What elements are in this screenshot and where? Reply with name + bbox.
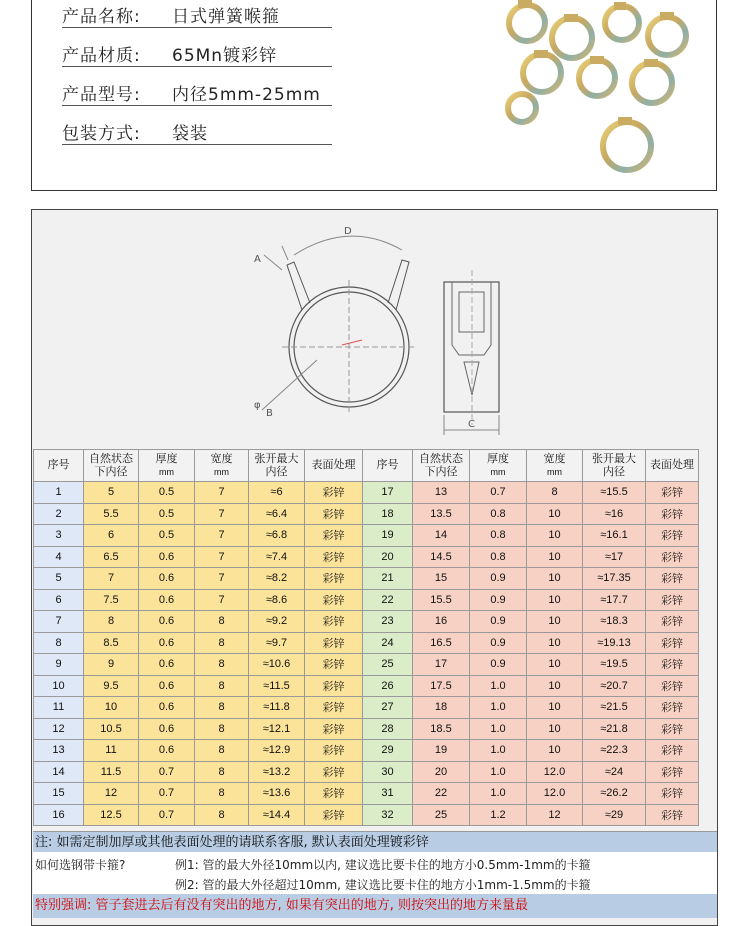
table-cell: 9.5 [84,675,139,697]
column-header [363,450,413,482]
column-header [139,450,195,482]
column-header-text: mm [490,466,506,477]
table-cell: 10 [527,675,583,697]
table-cell: 5 [34,568,84,590]
table-cell: ≈11.5 [249,675,305,697]
table-cell: 5 [84,482,139,504]
table-cell: ≈10.6 [249,654,305,676]
table-cell: 0.6 [139,718,195,740]
column-header [195,450,249,482]
column-header-text: 厚度 [155,452,178,465]
info-row-name [62,2,280,27]
table-cell: 29 [363,740,413,762]
table-cell: ≈14.4 [249,804,305,826]
table-cell: 彩锌 [646,611,699,633]
table-cell: 19 [363,525,413,547]
table-cell: 17 [413,654,470,676]
column-header-text: 下内径 [94,465,128,478]
table-cell: 1.0 [470,740,527,762]
table-cell: 14 [413,525,470,547]
table-cell: ≈9.2 [249,611,305,633]
info-value: 日式弹簧喉箍 [172,7,280,27]
table-row [34,675,699,697]
table-cell: ≈12.9 [249,740,305,762]
table-cell: 1.0 [470,697,527,719]
table-cell: 彩锌 [646,503,699,525]
column-header [527,450,583,482]
dim-label-c: C [468,419,475,430]
table-cell: 彩锌 [646,482,699,504]
table-cell: 彩锌 [646,675,699,697]
column-header-text: 自然状态 [419,452,463,465]
table-cell: 16 [413,611,470,633]
table-cell: 彩锌 [646,632,699,654]
spec-table [33,449,699,826]
table-cell: 7 [195,568,249,590]
table-cell: 0.6 [139,697,195,719]
table-cell: 7 [195,482,249,504]
table-cell: 7 [195,589,249,611]
table-cell: ≈13.2 [249,761,305,783]
table-cell: 0.7 [139,761,195,783]
table-cell: 彩锌 [646,740,699,762]
table-cell: 19 [413,740,470,762]
table-cell: 16 [34,804,84,826]
table-cell: ≈7.4 [249,546,305,568]
guide-example-2: 例2: 管的最大外径超过10mm, 建议选比要卡住的地方小1mm-1.5mm的卡箍 [175,878,591,892]
table-cell: ≈8.6 [249,589,305,611]
table-cell: 8 [195,632,249,654]
table-cell: 1.0 [470,718,527,740]
table-row [34,482,699,504]
table-cell: ≈19.5 [583,654,646,676]
column-header-text: 内径 [603,465,625,478]
column-header-text: 自然状态 [89,452,133,465]
custom-note: 注: 如需定制加厚或其他表面处理的请联系客服, 默认表面处理镀彩锌 [33,831,717,852]
table-cell: 7 [195,503,249,525]
table-cell: 13 [34,740,84,762]
divider [62,27,332,28]
table-cell: 1.2 [470,804,527,826]
table-cell: 8 [195,740,249,762]
table-cell: 10 [527,546,583,568]
table-cell: 9 [34,654,84,676]
table-cell: 10 [527,632,583,654]
guide-question: 如何选钢带卡箍? [35,858,126,872]
table-cell: ≈16 [583,503,646,525]
table-row [34,503,699,525]
info-label: 产品名称: [62,7,141,27]
table-cell: 25 [413,804,470,826]
table-cell: 14.5 [413,546,470,568]
table-cell: 10 [527,654,583,676]
table-cell: 0.9 [470,589,527,611]
table-row [34,783,699,805]
column-header-text: mm [214,466,229,477]
table-row [34,804,699,826]
table-cell: ≈16.1 [583,525,646,547]
warning-note: 特别强调: 管子套进去后有没有突出的地方, 如果有突出的地方, 则按突出的地方来量最 [33,894,717,918]
table-cell: 18 [363,503,413,525]
column-header [413,450,470,482]
table-cell: 7.5 [84,589,139,611]
table-cell: 彩锌 [305,675,363,697]
table-cell: 0.5 [139,525,195,547]
table-cell: 10.5 [84,718,139,740]
column-header-text: 表面处理 [311,459,356,471]
table-cell: ≈17.7 [583,589,646,611]
table-cell: 5.5 [84,503,139,525]
table-cell: 彩锌 [305,654,363,676]
table-cell: 14 [34,761,84,783]
table-cell: 10 [527,740,583,762]
guide-example-1: 例1: 管的最大外径10mm以内, 建议选比要卡住的地方小0.5mm-1mm的卡箍 [175,858,591,872]
table-cell: 10 [527,697,583,719]
table-cell: 2 [34,503,84,525]
table-cell: 8 [195,718,249,740]
table-cell: 1.0 [470,675,527,697]
table-cell: 0.6 [139,632,195,654]
table-row [34,611,699,633]
table-cell: 0.9 [470,568,527,590]
table-cell: 10 [84,697,139,719]
dim-label-a: A [254,254,261,265]
table-cell: 彩锌 [646,804,699,826]
table-cell: 8 [34,632,84,654]
info-row-model [62,80,321,105]
column-header-text: mm [547,466,562,477]
table-cell: 8 [195,654,249,676]
table-cell: 15 [413,568,470,590]
table-cell: ≈9.7 [249,632,305,654]
table-cell: 10 [527,503,583,525]
info-label: 产品型号: [62,85,141,105]
table-cell: 彩锌 [646,525,699,547]
table-cell: 彩锌 [646,718,699,740]
table-cell: 6.5 [84,546,139,568]
table-cell: 0.6 [139,740,195,762]
table-cell: 0.5 [139,503,195,525]
product-photo [482,0,712,186]
info-value: 袋装 [172,124,208,144]
table-cell: ≈13.6 [249,783,305,805]
table-cell: 31 [363,783,413,805]
table-row [34,525,699,547]
table-cell: 22 [413,783,470,805]
table-cell: 彩锌 [646,783,699,805]
table-cell: ≈12.1 [249,718,305,740]
column-header-text: mm [159,466,174,477]
column-header-text: 序号 [376,459,399,471]
table-cell: 11.5 [84,761,139,783]
table-cell: 11 [84,740,139,762]
column-header-text: 厚度 [487,452,509,465]
table-cell: 0.7 [139,804,195,826]
table-cell: 彩锌 [305,718,363,740]
table-cell: 3 [34,525,84,547]
table-cell: 15.5 [413,589,470,611]
table-cell: ≈20.7 [583,675,646,697]
table-cell: 0.6 [139,654,195,676]
column-header-text: 下内径 [424,465,458,478]
info-label: 包装方式: [62,124,141,144]
table-cell: ≈19.13 [583,632,646,654]
table-cell: 18 [413,697,470,719]
table-cell: 0.8 [470,503,527,525]
table-cell: ≈22.3 [583,740,646,762]
column-header-text: 序号 [47,459,70,471]
table-cell: 1.0 [470,783,527,805]
table-cell: 彩锌 [646,654,699,676]
table-cell: ≈17 [583,546,646,568]
table-cell: 0.6 [139,675,195,697]
table-cell: 8 [195,761,249,783]
table-cell: ≈6.4 [249,503,305,525]
table-cell: 彩锌 [305,525,363,547]
table-cell: 彩锌 [305,632,363,654]
column-header-text: 张开最大 [592,452,636,465]
table-cell: 10 [527,611,583,633]
column-header-text: 内径 [265,465,288,478]
table-cell: ≈6 [249,482,305,504]
table-cell: 8 [195,697,249,719]
table-cell: 0.9 [470,611,527,633]
table-cell: 6 [34,589,84,611]
table-cell: 彩锌 [646,761,699,783]
table-cell: ≈15.5 [583,482,646,504]
table-cell: 12 [34,718,84,740]
dim-label-d: D [344,226,352,237]
table-cell: 彩锌 [305,611,363,633]
table-cell: 0.8 [470,525,527,547]
table-cell: 13 [413,482,470,504]
table-cell: 21 [363,568,413,590]
table-cell: 8 [195,783,249,805]
table-row [34,568,699,590]
table-cell: 9 [84,654,139,676]
table-row [34,697,699,719]
column-header [305,450,363,482]
table-cell: 13.5 [413,503,470,525]
table-cell: ≈17.35 [583,568,646,590]
table-cell: 32 [363,804,413,826]
column-header [646,450,699,482]
table-cell: 7 [195,525,249,547]
table-cell: 0.8 [470,546,527,568]
table-cell: 彩锌 [305,697,363,719]
table-cell: 0.9 [470,632,527,654]
table-cell: ≈6.8 [249,525,305,547]
table-header-row [34,450,699,482]
table-cell: 10 [527,718,583,740]
table-cell: 27 [363,697,413,719]
table-cell: 24 [363,632,413,654]
column-header [470,450,527,482]
table-cell: 12.0 [527,783,583,805]
table-row [34,546,699,568]
table-cell: 12.5 [84,804,139,826]
product-info-panel [31,0,717,191]
table-cell: 0.9 [470,654,527,676]
table-cell: 15 [34,783,84,805]
table-cell: 28 [363,718,413,740]
table-cell: 20 [413,761,470,783]
table-cell: 12.0 [527,761,583,783]
table-cell: 26 [363,675,413,697]
table-cell: 30 [363,761,413,783]
divider [62,66,332,67]
table-cell: 彩锌 [305,482,363,504]
column-header [583,450,646,482]
table-cell: 17 [363,482,413,504]
table-cell: 16.5 [413,632,470,654]
table-cell: 彩锌 [646,546,699,568]
table-cell: 12 [84,783,139,805]
table-cell: 10 [527,525,583,547]
table-cell: 18.5 [413,718,470,740]
table-cell: 彩锌 [305,740,363,762]
table-cell: 7 [34,611,84,633]
table-cell: 8 [527,482,583,504]
table-cell: 彩锌 [305,761,363,783]
technical-drawing [32,210,717,450]
dim-label-b: B [266,408,273,419]
table-cell: 8 [195,675,249,697]
table-row [34,718,699,740]
table-cell: 25 [363,654,413,676]
table-cell: ≈24 [583,761,646,783]
column-header-text: 张开最大 [254,452,299,465]
guide-line-1 [35,856,591,873]
table-cell: 7 [84,568,139,590]
table-cell: 20 [363,546,413,568]
table-cell: 0.6 [139,568,195,590]
table-cell: 彩锌 [305,503,363,525]
table-cell: 0.7 [139,783,195,805]
column-header-text: 宽度 [210,452,233,465]
info-row-packaging [62,119,208,144]
table-cell: 10 [527,568,583,590]
selection-guide [33,852,717,894]
table-cell: 1.0 [470,761,527,783]
info-value: 内径5mm-25mm [172,85,321,105]
table-cell: ≈21.5 [583,697,646,719]
table-cell: 0.6 [139,611,195,633]
table-cell: 4 [34,546,84,568]
table-cell: ≈29 [583,804,646,826]
column-header-text: 表面处理 [650,459,694,471]
table-cell: 10 [34,675,84,697]
table-cell: 彩锌 [646,589,699,611]
table-row [34,740,699,762]
divider [62,144,332,145]
table-cell: ≈21.8 [583,718,646,740]
table-cell: ≈11.8 [249,697,305,719]
table-row [34,761,699,783]
table-cell: 彩锌 [305,589,363,611]
column-header [249,450,305,482]
table-cell: ≈18.3 [583,611,646,633]
table-cell: 6 [84,525,139,547]
table-cell: 7 [195,546,249,568]
table-cell: 彩锌 [305,804,363,826]
table-cell: 0.6 [139,589,195,611]
column-header-text: 宽度 [543,452,566,465]
table-cell: 17.5 [413,675,470,697]
column-header [84,450,139,482]
dim-label-phi: φ [254,400,261,411]
table-cell: 22 [363,589,413,611]
table-cell: 彩锌 [305,783,363,805]
table-cell: 1 [34,482,84,504]
table-cell: 0.6 [139,546,195,568]
table-cell: 8 [195,804,249,826]
table-cell: ≈26.2 [583,783,646,805]
table-cell: 8.5 [84,632,139,654]
table-cell: 23 [363,611,413,633]
table-cell: 8 [84,611,139,633]
table-row [34,589,699,611]
info-label: 产品材质: [62,46,141,66]
table-cell: 彩锌 [305,546,363,568]
table-cell: 8 [195,611,249,633]
table-cell: ≈8.2 [249,568,305,590]
divider [62,105,332,106]
column-header [34,450,84,482]
info-value: 65Mn镀彩锌 [172,46,278,66]
table-cell: 彩锌 [646,697,699,719]
table-cell: 12 [527,804,583,826]
table-row [34,632,699,654]
table-body [34,482,699,826]
table-cell: 0.7 [470,482,527,504]
table-row [34,654,699,676]
table-cell: 0.5 [139,482,195,504]
table-cell: 10 [527,589,583,611]
info-row-material [62,41,277,66]
table-cell: 11 [34,697,84,719]
table-cell: 彩锌 [305,568,363,590]
table-cell: 彩锌 [646,568,699,590]
